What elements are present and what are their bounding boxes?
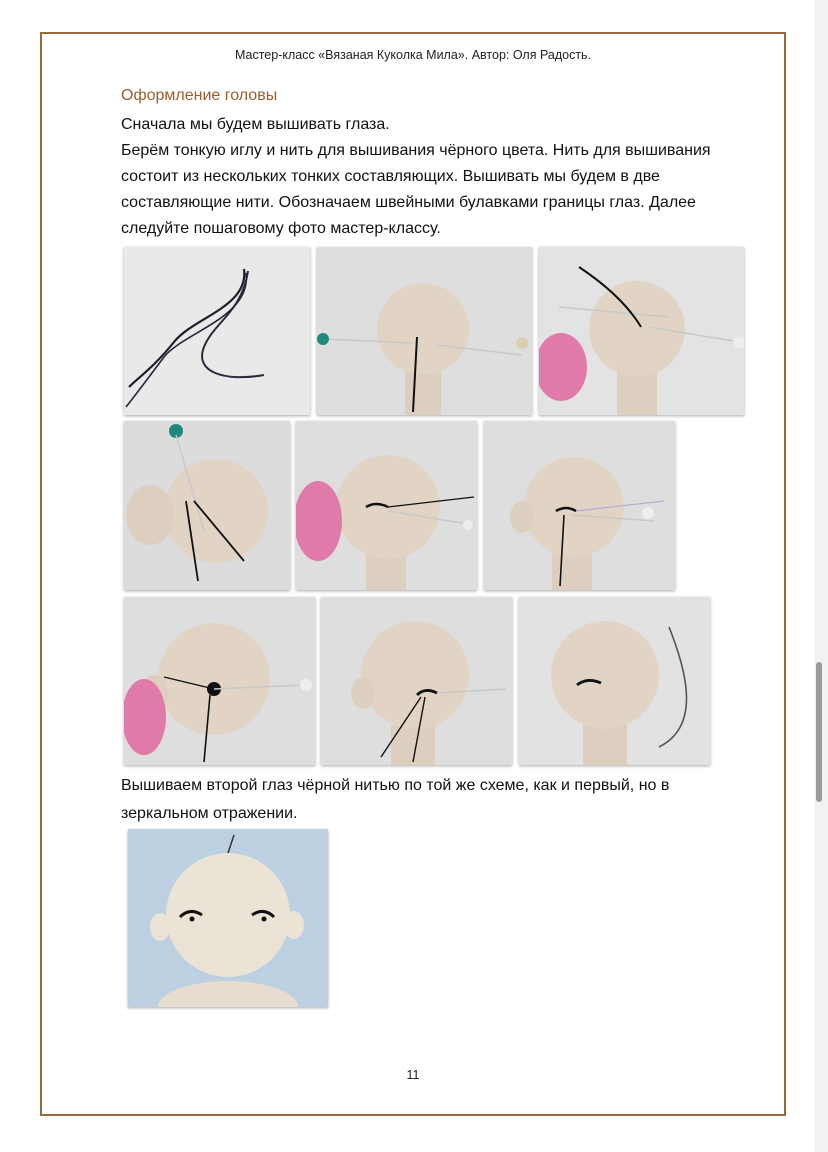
photo-step-stitch3 bbox=[124, 597, 315, 765]
scrollbar-thumb[interactable] bbox=[816, 662, 822, 802]
doll-head-stitch-image-4 bbox=[321, 597, 512, 765]
intro-line-1: Сначала мы будем вышивать глаза. bbox=[121, 116, 390, 133]
finished-doll-face-image bbox=[128, 829, 328, 1007]
section-title: Оформление головы bbox=[121, 87, 278, 104]
doll-head-stitch-image-3 bbox=[124, 597, 315, 765]
photo-step-pins bbox=[317, 247, 532, 415]
doll-head-stitch-image-2 bbox=[484, 421, 675, 590]
closing-text: Вышиваем второй глаз чёрной нитью по той же схеме, как и первый, но в зеркальном отражении. bbox=[121, 777, 670, 822]
doll-head-pins-image bbox=[317, 247, 532, 415]
photo-step-stitch1 bbox=[296, 421, 477, 590]
photo-step-stitch5 bbox=[519, 597, 710, 765]
doll-head-side-image bbox=[124, 421, 290, 590]
doll-head-needle-image bbox=[539, 247, 744, 415]
doll-head-stitch-image-1 bbox=[296, 421, 477, 590]
photo-step-stitch4 bbox=[321, 597, 512, 765]
photo-step-needle bbox=[539, 247, 744, 415]
intro-line-2: Берём тонкую иглу и нить для вышивания чёрного цвета. Нить для вышивания состоит из нескольких тонких составляющих. Вышивать мы будем в две составляющие нити. Обозначаем швейными булавками границы глаз. Далее следуйте пошаговому фото мастер-классу. bbox=[121, 142, 711, 237]
doll-head-stitch-image-5 bbox=[519, 597, 710, 765]
photo-step-thread bbox=[124, 247, 310, 415]
photo-step-side bbox=[124, 421, 290, 590]
photo-result bbox=[128, 829, 328, 1007]
page-header: Мастер-класс «Вязаная Куколка Мила». Автор: Оля Радость. bbox=[234, 48, 592, 62]
intro-text bbox=[121, 112, 731, 242]
photo-step-stitch2 bbox=[484, 421, 675, 590]
thread-image bbox=[124, 247, 310, 415]
page-number: 11 bbox=[406, 1068, 420, 1082]
